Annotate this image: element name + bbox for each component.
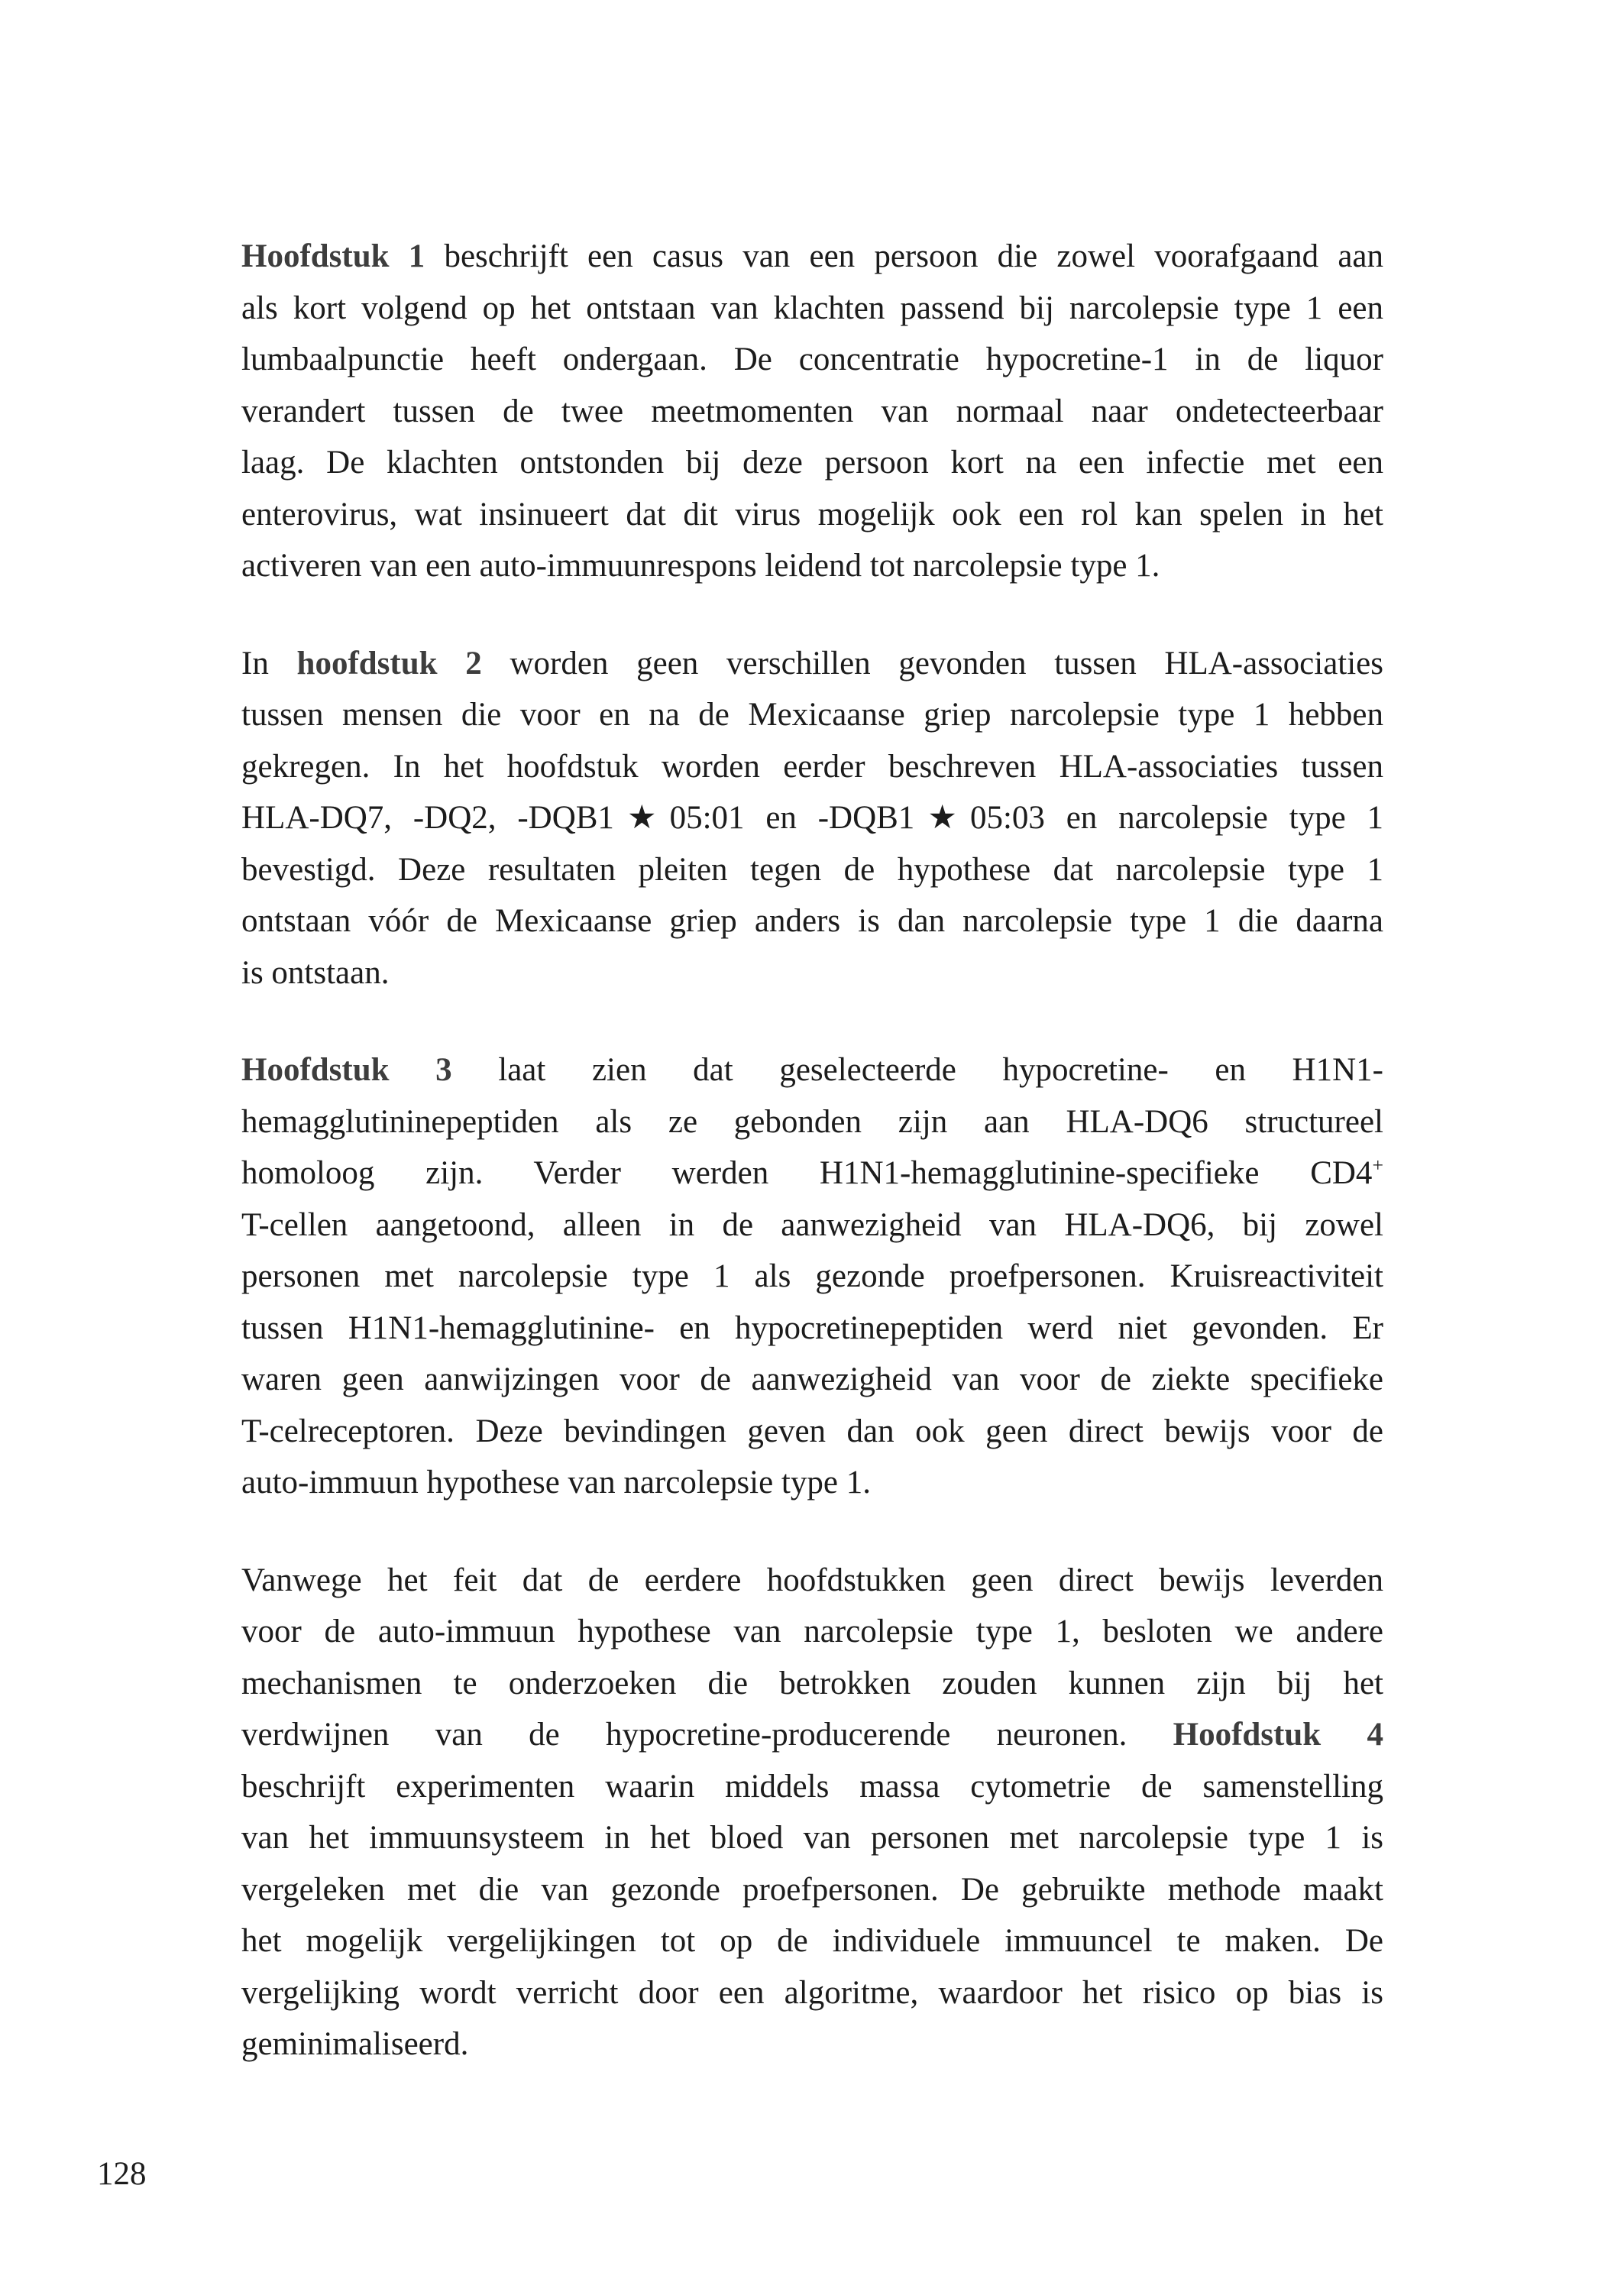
text-line <box>241 1044 1383 1096</box>
paragraph <box>241 1044 1383 1509</box>
text-segment: bevestigd. Deze resultaten pleiten tegen de hypothese dat narcolepsie type 1 <box>241 851 1383 888</box>
text-line <box>241 689 1383 741</box>
text-line <box>241 638 1383 690</box>
text-line <box>241 1354 1383 1406</box>
paragraph <box>241 1555 1383 2070</box>
text-line <box>241 947 1383 999</box>
bold-text-segment: Hoofdstuk 1 <box>241 238 425 274</box>
text-line <box>241 1761 1383 1813</box>
page-number: 128 <box>97 2156 147 2192</box>
text-line <box>241 792 1383 844</box>
text-line <box>241 1709 1383 1761</box>
text-segment: In <box>241 645 297 681</box>
text-line <box>241 1967 1383 2019</box>
text-segment: tussen mensen die voor en na de Mexicaanse griep narcolepsie type 1 hebben <box>241 697 1383 733</box>
text-segment: lumbaalpunctie heeft ondergaan. De concentratie hypocretine-1 in de liquor <box>241 342 1383 377</box>
text-line <box>241 1457 1383 1509</box>
text-line <box>241 1303 1383 1355</box>
text-segment: enterovirus, wat insinueert dat dit virus mogelijk ook een rol kan spelen in het <box>241 496 1383 533</box>
text-segment: laat zien dat geselecteerde hypocretine- en H1N1- <box>451 1052 1383 1088</box>
text-line <box>241 1812 1383 1864</box>
text-line <box>241 283 1383 335</box>
text-segment: hemagglutininepeptiden als ze gebonden zijn aan HLA-DQ6 structureel <box>241 1103 1383 1140</box>
text-segment: van het immuunsysteem in het bloed van personen met narcolepsie type 1 is <box>241 1820 1383 1856</box>
text-line <box>241 1199 1383 1251</box>
superscript-segment: + <box>1372 1154 1383 1177</box>
text-segment: beschrijft experimenten waarin middels massa cytometrie de samenstelling <box>241 1768 1383 1805</box>
text-line <box>241 540 1383 592</box>
text-line <box>241 2018 1383 2070</box>
text-segment: verandert tussen de twee meetmomenten van normaal naar ondetecteerbaar <box>241 393 1383 429</box>
text-segment: T-celreceptoren. Deze bevindingen geven dan ook geen direct bewijs voor de <box>241 1413 1383 1449</box>
text-segment: verdwijnen van de hypocretine-producerende neuronen. <box>241 1717 1173 1753</box>
text-segment: activeren van een auto-immuunrespons leidend tot narcolepsie type 1. <box>241 548 1160 584</box>
paragraph <box>241 638 1383 999</box>
text-segment: HLA-DQ7, -DQ2, -DQB1★05:01 en -DQB1★05:03 en narcolepsie type 1 <box>241 800 1383 836</box>
paragraph <box>241 231 1383 592</box>
text-line <box>241 1658 1383 1710</box>
text-segment: auto-immuun hypothese van narcolepsie type 1. <box>241 1465 871 1500</box>
text-segment: worden geen verschillen gevonden tussen HLA-associaties <box>481 645 1383 681</box>
text-line <box>241 231 1383 283</box>
bold-text-segment: hoofdstuk 2 <box>296 645 482 681</box>
text-line <box>241 1148 1383 1199</box>
text-line <box>241 437 1383 489</box>
text-line <box>241 741 1383 793</box>
text-line <box>241 1096 1383 1148</box>
text-segment: geminimaliseerd. <box>241 2026 469 2062</box>
text-segment: gekregen. In het hoofdstuk worden eerder beschreven HLA-associaties tussen <box>241 748 1383 785</box>
text-segment: waren geen aanwijzingen voor de aanwezigheid van voor de ziekte specifieke <box>241 1361 1383 1397</box>
text-line <box>241 489 1383 541</box>
text-line <box>241 1406 1383 1458</box>
text-segment: homoloog zijn. Verder werden H1N1-hemagglutinine-specifieke CD4 <box>241 1155 1373 1191</box>
text-line <box>241 844 1383 896</box>
text-line <box>241 1915 1383 1967</box>
text-line <box>241 1251 1383 1303</box>
bold-text-segment: Hoofdstuk 3 <box>241 1052 452 1088</box>
text-segment: Vanwege het feit dat de eerdere hoofdstukken geen direct bewijs leverden <box>241 1562 1383 1598</box>
bold-text-segment: Hoofdstuk 4 <box>1173 1717 1383 1753</box>
text-segment: tussen H1N1-hemagglutinine- en hypocretinepeptiden werd niet gevonden. Er <box>241 1309 1383 1346</box>
text-segment: voor de auto-immuun hypothese van narcolepsie type 1, besloten we andere <box>241 1614 1383 1649</box>
text-line <box>241 1864 1383 1916</box>
text-segment: T-cellen aangetoond, alleen in de aanwezigheid van HLA-DQ6, bij zowel <box>241 1206 1383 1243</box>
text-segment: is ontstaan. <box>241 954 390 991</box>
text-segment: vergeleken met die van gezonde proefpersonen. De gebruikte methode maakt <box>241 1871 1383 1908</box>
text-line <box>241 895 1383 947</box>
text-line <box>241 334 1383 386</box>
text-segment: laag. De klachten ontstonden bij deze persoon kort na een infectie met een <box>241 445 1383 481</box>
text-line <box>241 386 1383 438</box>
text-segment: personen met narcolepsie type 1 als gezonde proefpersonen. Kruisreactiviteit <box>241 1258 1383 1294</box>
text-segment: als kort volgend op het ontstaan van klachten passend bij narcolepsie type 1 een <box>241 290 1383 326</box>
text-segment: het mogelijk vergelijkingen tot op de individuele immuuncel te maken. De <box>241 1923 1383 1959</box>
text-block <box>241 231 1383 2070</box>
text-segment: beschrijft een casus van een persoon die zowel voorafgaand aan <box>425 238 1383 274</box>
text-segment: ontstaan vóór de Mexicaanse griep anders is dan narcolepsie type 1 die daarna <box>241 903 1383 939</box>
text-segment: vergelijking wordt verricht door een algoritme, waardoor het risico op bias is <box>241 1974 1383 2011</box>
text-line <box>241 1606 1383 1658</box>
text-segment: mechanismen te onderzoeken die betrokken zouden kunnen zijn bij het <box>241 1665 1383 1701</box>
text-line <box>241 1555 1383 1607</box>
